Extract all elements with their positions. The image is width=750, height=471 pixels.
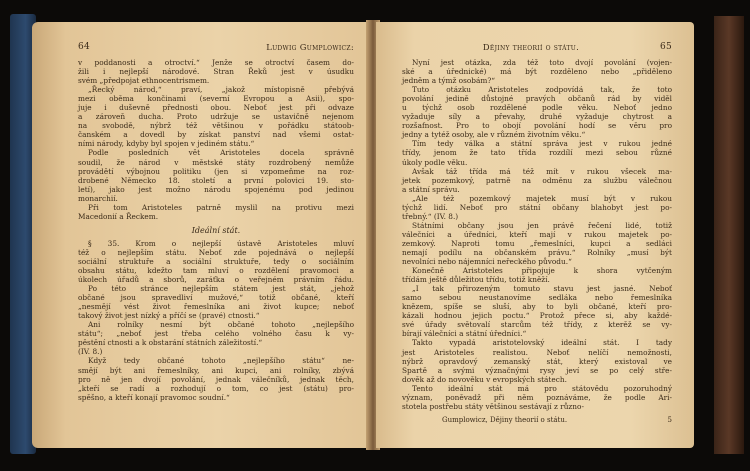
- text-line: Při tom Aristoteles patrně myslil na protivu mezi: [88, 202, 354, 212]
- text-line: jedněm a týmž osobám?“: [402, 76, 496, 86]
- text-line: obsahu státu, kdežto tam mluví o rozdělení pravomoci a: [78, 265, 354, 275]
- text-line: povolání jedině důstojné pravých občanů rád by viděl: [402, 94, 672, 104]
- text-line: knězem, spíše se sluší, aby to byli občané, kteří pro-: [402, 302, 672, 312]
- right-page-header: Dějiny theorií o státu.: [482, 42, 580, 52]
- text-line: a státní správu.: [402, 184, 460, 194]
- text-line: žili i nejlepší národové. Stran Řeků jest v úsudku: [78, 67, 354, 77]
- text-line: samo sebou neustanovíme sedláka nebo řemeslníka: [402, 293, 672, 303]
- text-line: vyžaduje síly a převahy, druhé vyžaduje chytrost a: [402, 112, 672, 122]
- text-line: třídy, jenom že tato třída rozdílí mezi sebou různé: [402, 148, 672, 158]
- text-line: úkoly podle věku.: [402, 157, 468, 167]
- text-line: svém „předpojat ethnocentrismem.: [78, 76, 210, 86]
- text-line: stotela postřebu státy většinou sestávají z různo-: [402, 401, 584, 411]
- text-line: státu“; „neboť jest třeba celého volného času k vy-: [78, 329, 354, 339]
- text-line: Macedonií a Řeckem.: [78, 211, 159, 221]
- text-line: sociální struktuře a sociální struktuře, tedy o sociálním: [78, 256, 354, 266]
- text-line: nýbrž opravdový zemanský stát, který existoval ve: [402, 356, 672, 366]
- text-line: soudil, že národ v městské státy rozdrobený nemůže: [78, 157, 354, 167]
- text-line: Konečně Aristoteles připojuje k shora vytčeným: [412, 266, 672, 276]
- text-line: mezi oběma končinami (severní Evropou a Asii), spo-: [78, 94, 354, 104]
- text-line: Avšak táž třída má též mít v rukou všecek ma-: [412, 166, 672, 176]
- left-running-head: [78, 42, 354, 52]
- text-line: Když tedy občané tohoto „nejlepšího státu“ ne-: [88, 356, 354, 366]
- text-line: na svobodě, nýbrž též většinou v pořádku státoob-: [78, 121, 354, 131]
- text-line: pro ně jen dvojí povolání, jednak válečníků, jednak těch,: [78, 374, 354, 384]
- text-line: význam, poněvadž při něm poznáváme, že podle Ari-: [402, 392, 672, 402]
- text-line: Nyní jest otázka, zda též toto dvojí povolání (vojen-: [412, 58, 672, 67]
- text-line: nemají podílu na občanském právu.“ Rolníky „musí být: [402, 247, 672, 257]
- text-line: rozšafnost. Pro to obojí povolání hodí se věru pro: [402, 121, 672, 131]
- text-line: jest Aristoteles realistou. Neboť nelíčí nemožnosti,: [402, 347, 672, 357]
- text-line: ními národy, kdyby byl spojen v jediném státu.“: [78, 139, 255, 149]
- text-line: své úřady světovalí starcům též třídy, z kterěž se vy-: [402, 320, 672, 330]
- text-line: Podle posledních vět Aristoteles docela správně: [88, 148, 354, 158]
- right-page-footer: [402, 416, 672, 424]
- text-line: spěšno, a kteří konají pravomoc soudní.“: [78, 392, 230, 402]
- footer-signature-mark: 5: [667, 415, 672, 424]
- text-line: u týchž osob rozdělené podle věku. Neboť jedno: [402, 103, 672, 113]
- footer-signature: Gumplowicz, Dějiny theorií o státu.: [442, 415, 568, 424]
- text-line: provádětí výbojnou politiku (jen si vzpomeňme na roz-: [78, 166, 354, 176]
- book-cover-edge-right: [714, 16, 744, 454]
- text-line: Tím tedy válka a státní správa jest v rukou jedné: [412, 139, 672, 149]
- text-line: Tuto otázku Aristoteles zodpovídá tak, že toto: [412, 85, 672, 95]
- text-line: třebný.“ (IV. 8.): [402, 211, 459, 221]
- text-line: občané jsou spravedliví mužové,“ totiž občané, kteří: [78, 293, 354, 303]
- text-line: (IV. 8.): [78, 347, 103, 357]
- section-subheading: Ideální stát.: [191, 225, 241, 235]
- text-line: „nesmějí vést život řemeslníka ani život kupce; neboť: [78, 302, 354, 312]
- text-line: „kteří se radí a rozhodují o tom, co jest (státu) pro-: [78, 383, 354, 393]
- right-page-number: 65: [659, 42, 672, 52]
- text-line: takový život jest nízký a příčí se (pravé) ctnosti.“: [78, 311, 260, 321]
- left-text-block-b: [78, 239, 354, 402]
- text-line: „Řecký národ,“ praví, „jakož místopisně přebývá: [88, 85, 354, 95]
- text-line: též o nejlepším státu. Neboť zde pojednává o nejlepší: [78, 247, 354, 257]
- text-line: ské a úřednické) má být rozděleno nebo „přiděleno: [402, 67, 672, 77]
- text-line: a zároveň ducha. Proto udržuje se ustavičně nejenom: [78, 112, 354, 122]
- left-page: [32, 22, 370, 448]
- text-line: třídám ještě důležitou třídu, totiž kněží.: [402, 275, 550, 285]
- left-text-block-a: [78, 58, 354, 221]
- text-line: nevolníci nebo nájemníci neřeckého původu.“: [402, 257, 572, 267]
- text-line: úkolech úřadů a sborů, zaráťka o veřejném právním řádu.: [78, 275, 354, 285]
- text-line: Po této stránce nejlepším státem jest stát, „jehož: [88, 284, 354, 294]
- text-line: drobené Německo 18. století a první polovici 19. sto-: [78, 175, 354, 185]
- text-line: Státními občany jsou jen právě řečení lidé, totiž: [412, 220, 672, 230]
- text-line: letí), jako jest možno národu spojenému pod jedinou: [78, 184, 354, 194]
- text-line: týchž lidí. Neboť pro státní občany blahobyt jest po-: [402, 202, 672, 212]
- text-line: válečníci a úředníci, kteří mají v rukou majetek po-: [402, 229, 672, 239]
- text-line: juje i duševně přednosti obou. Neboť jest při odvaze: [78, 103, 354, 113]
- text-line: „Ale též pozemkový majetek musí být v rukou: [412, 193, 672, 203]
- left-page-header: Ludwig Gumplowicz:: [266, 42, 354, 52]
- text-line: Takto vypadá aristotelovský ideální stát. I tady: [412, 338, 672, 348]
- left-page-number: 64: [78, 42, 91, 52]
- text-line: Ani rolníky nesmí být občané tohoto „nejlepšího: [88, 320, 354, 330]
- text-line: § 35. Krom o nejlepší ústavě Aristoteles mluví: [88, 238, 354, 248]
- right-text-block: [402, 58, 672, 411]
- text-line: zemkový. Naproti tomu „řemeslníci, kupci a sedláci: [402, 238, 672, 248]
- text-line: v poddanosti a otroctví.“ Jenže se otroctví časem do-: [78, 58, 354, 67]
- text-line: bírají válečníci a státní úředníci.“: [402, 329, 527, 339]
- text-line: Spartě a svými význačnými rysy jeví se po celý stře-: [402, 365, 672, 375]
- text-line: čanském a dovedl by získat panství nad všemi ostat-: [78, 130, 354, 140]
- text-line: smějí být ani řemeslníky, ani kupci, ani rolníky, zbývá: [78, 365, 354, 375]
- text-line: kázali hodnou jejich poctu.“ Protož přece si, aby každé-: [402, 311, 672, 321]
- right-running-head: [402, 42, 672, 52]
- text-line: jedny a tytéž osoby, ale v různém životním věku.“: [402, 130, 586, 140]
- text-line: jetek pozemkový, patrně na odměnu za službu válečnou: [402, 175, 672, 185]
- right-page: [376, 22, 694, 448]
- text-line: Tento ideální stát má pro státovědu pozoruhodný: [412, 383, 672, 393]
- text-line: monarchií.: [78, 193, 118, 203]
- text-line: „I tak přirozeným tomuto stavu jest jasné. Neboť: [412, 284, 672, 294]
- text-line: pěstění ctnosti a k obstarání státních záležitostí.“: [78, 338, 263, 348]
- text-line: dověk až do novověku v evropských státech.: [402, 374, 567, 384]
